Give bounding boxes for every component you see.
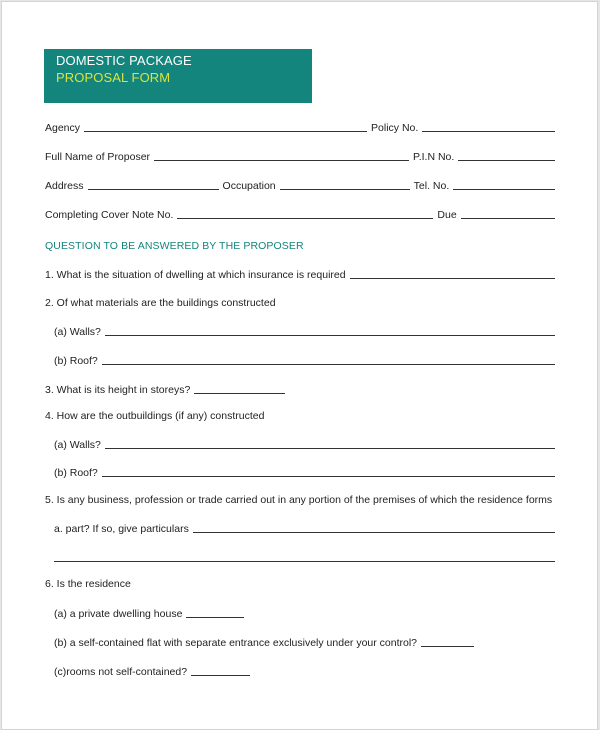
question-6-label: 6. Is the residence bbox=[45, 578, 131, 590]
question-3-row bbox=[45, 382, 285, 396]
form-page bbox=[1, 1, 598, 730]
question-4b-field[interactable] bbox=[102, 476, 555, 477]
tel-no-label: Tel. No. bbox=[413, 180, 450, 192]
question-3-label: 3. What is its height in storeys? bbox=[45, 384, 191, 396]
question-6b-field[interactable] bbox=[421, 646, 474, 647]
question-5-label: 5. Is any business, profession or trade carried out in any portion of the premises of which the residence forms bbox=[45, 494, 553, 506]
banner-title-line1: DOMESTIC PACKAGE bbox=[56, 53, 192, 68]
agency-label: Agency bbox=[45, 122, 81, 134]
due-field[interactable] bbox=[461, 218, 555, 219]
question-2b-row bbox=[54, 353, 555, 367]
question-6a-label: (a) a private dwelling house bbox=[54, 608, 183, 620]
question-6c-row bbox=[54, 664, 250, 678]
tel-no-field[interactable] bbox=[453, 189, 555, 190]
question-2b-label: (b) Roof? bbox=[54, 355, 98, 367]
question-2-label: 2. Of what materials are the buildings constructed bbox=[45, 297, 276, 309]
address-field[interactable] bbox=[88, 189, 219, 190]
question-4b-label: (b) Roof? bbox=[54, 467, 98, 479]
question-6a-row bbox=[54, 606, 244, 620]
question-2a-field[interactable] bbox=[105, 335, 555, 336]
agency-policy-row bbox=[45, 120, 555, 134]
name-pin-row bbox=[45, 149, 555, 163]
cover-note-row bbox=[45, 207, 555, 221]
due-label: Due bbox=[437, 209, 457, 221]
question-4a-label: (a) Walls? bbox=[54, 439, 101, 451]
occupation-label: Occupation bbox=[222, 180, 276, 192]
cover-note-label: Completing Cover Note No. bbox=[45, 209, 174, 221]
question-6c-label: (c)rooms not self-contained? bbox=[54, 666, 188, 678]
question-2a-label: (a) Walls? bbox=[54, 326, 101, 338]
form-title-banner bbox=[44, 49, 312, 103]
question-4a-row bbox=[54, 437, 555, 451]
policy-no-label: Policy No. bbox=[371, 122, 419, 134]
section-heading: QUESTION TO BE ANSWERED BY THE PROPOSER bbox=[45, 240, 304, 252]
question-3-field[interactable] bbox=[194, 393, 285, 394]
question-1-label: 1. What is the situation of dwelling at which insurance is required bbox=[45, 269, 346, 281]
question-5a-row bbox=[54, 521, 555, 535]
question-5-extra-line[interactable] bbox=[54, 561, 555, 562]
address-row bbox=[45, 178, 555, 192]
cover-note-field[interactable] bbox=[177, 218, 433, 219]
question-4b-row bbox=[54, 465, 555, 479]
question-1-row bbox=[45, 267, 555, 281]
question-2b-field[interactable] bbox=[102, 364, 555, 365]
full-name-label: Full Name of Proposer bbox=[45, 151, 151, 163]
address-label: Address bbox=[45, 180, 84, 192]
question-4a-field[interactable] bbox=[105, 448, 555, 449]
policy-no-field[interactable] bbox=[422, 131, 555, 132]
pin-no-field[interactable] bbox=[458, 160, 555, 161]
question-6b-row bbox=[54, 635, 474, 649]
full-name-field[interactable] bbox=[154, 160, 409, 161]
question-6b-label: (b) a self-contained flat with separate entrance exclusively under your control? bbox=[54, 637, 418, 649]
question-1-field[interactable] bbox=[350, 278, 555, 279]
question-4-label: 4. How are the outbuildings (if any) constructed bbox=[45, 410, 265, 422]
question-5a-field[interactable] bbox=[193, 532, 555, 533]
pin-no-label: P.I.N No. bbox=[413, 151, 455, 163]
occupation-field[interactable] bbox=[280, 189, 410, 190]
banner-title-line2: PROPOSAL FORM bbox=[56, 70, 171, 85]
question-6a-field[interactable] bbox=[186, 617, 244, 618]
question-2a-row bbox=[54, 324, 555, 338]
question-5a-label: a. part? If so, give particulars bbox=[54, 523, 189, 535]
question-6c-field[interactable] bbox=[191, 675, 250, 676]
agency-field[interactable] bbox=[84, 131, 367, 132]
